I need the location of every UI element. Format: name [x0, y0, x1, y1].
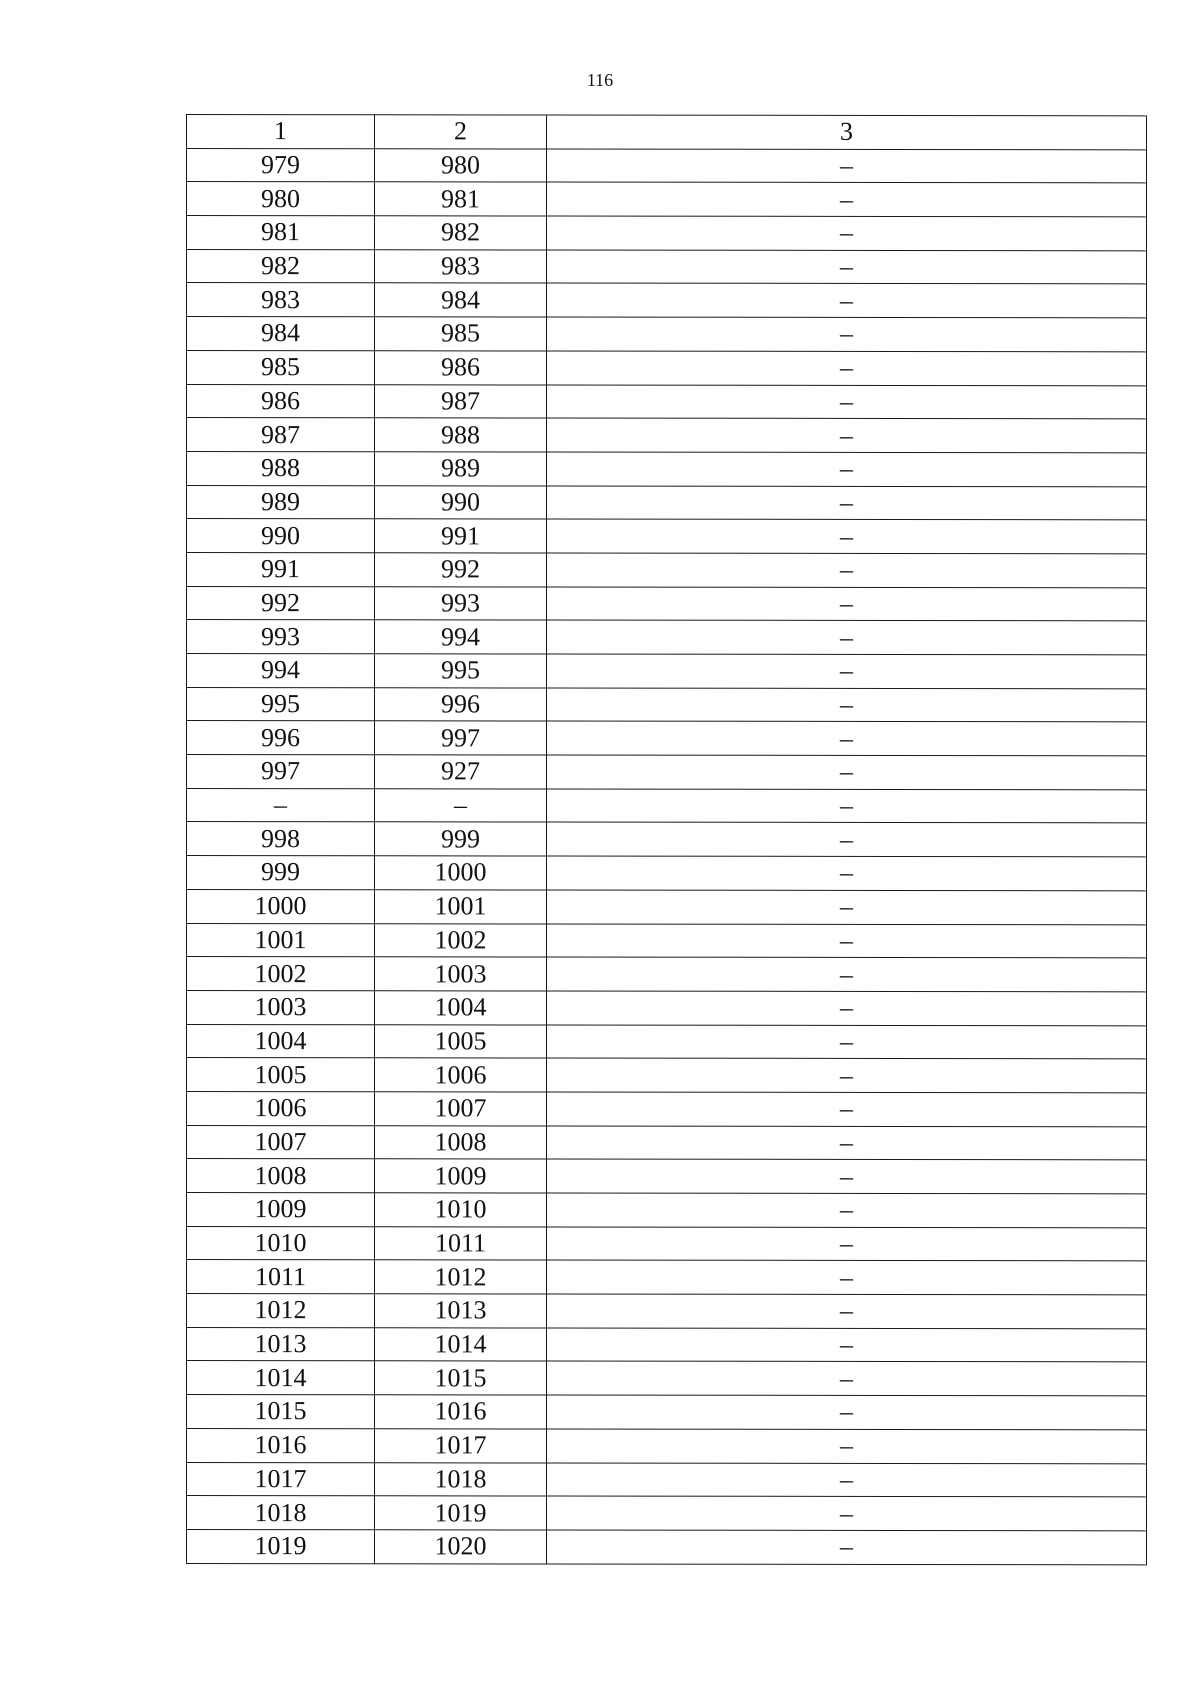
col-3-cell: – — [547, 890, 1147, 925]
col-1-cell: 999 — [187, 856, 375, 890]
col-1-cell: 1000 — [187, 889, 375, 923]
table-row — [187, 384, 1147, 419]
col-3-cell: – — [547, 1496, 1147, 1531]
table-row — [187, 1462, 1147, 1497]
header-cell-1: 1 — [187, 115, 375, 149]
page-number: 116 — [586, 70, 614, 90]
col-3-cell: – — [547, 688, 1147, 723]
col-1-cell: 996 — [187, 721, 375, 755]
col-3-cell: – — [547, 822, 1147, 857]
col-3-cell: – — [547, 1530, 1147, 1565]
col-1-cell: 1006 — [187, 1091, 375, 1125]
col-1-cell: 997 — [187, 755, 375, 789]
table-row — [187, 283, 1147, 318]
header-cell-2: 2 — [375, 115, 547, 149]
col-1-cell: 1019 — [187, 1529, 375, 1563]
col-3-cell: – — [547, 1227, 1147, 1262]
col-3-cell: – — [547, 1328, 1147, 1363]
col-1-cell: 1010 — [187, 1226, 375, 1260]
table-row — [187, 687, 1147, 722]
col-1-cell: 993 — [187, 620, 375, 654]
col-2-cell: 991 — [375, 519, 547, 553]
col-3-cell: – — [547, 755, 1147, 790]
table-row — [187, 216, 1147, 251]
table-row — [187, 1529, 1147, 1564]
col-1-cell: 991 — [187, 552, 375, 586]
col-1-cell: 981 — [187, 216, 375, 250]
table-row — [187, 1361, 1147, 1396]
col-3-cell: – — [547, 991, 1147, 1026]
col-2-cell: 994 — [375, 620, 547, 654]
table-row — [187, 182, 1147, 217]
col-1-cell: 988 — [187, 451, 375, 485]
col-2-cell: 1001 — [375, 890, 547, 924]
col-1-cell: 1018 — [187, 1496, 375, 1530]
table-row — [187, 1294, 1147, 1329]
col-2-cell: 995 — [375, 654, 547, 688]
col-2-cell: 982 — [375, 216, 547, 250]
col-3-cell: – — [547, 1395, 1147, 1430]
table-row — [187, 620, 1147, 655]
table-row — [187, 822, 1147, 857]
col-1-cell: 1008 — [187, 1159, 375, 1193]
table-row — [187, 249, 1147, 284]
col-3-cell: – — [547, 317, 1147, 352]
col-2-cell: 1011 — [375, 1226, 547, 1260]
col-3-cell: – — [547, 587, 1147, 622]
col-3-cell: – — [547, 1058, 1147, 1093]
table-row — [187, 1428, 1147, 1463]
col-2-cell: 1020 — [375, 1530, 547, 1564]
table-row — [187, 586, 1147, 621]
col-1-cell: 1012 — [187, 1294, 375, 1328]
col-2-cell: 1002 — [375, 923, 547, 957]
col-3-cell: – — [547, 1260, 1147, 1295]
table-row — [187, 721, 1147, 756]
col-3-cell: – — [547, 216, 1147, 251]
col-1-cell: 1001 — [187, 923, 375, 957]
table-row — [187, 317, 1147, 352]
col-2-cell: 988 — [375, 418, 547, 452]
col-2-cell: 980 — [375, 148, 547, 182]
table-row — [187, 856, 1147, 891]
col-3-cell: – — [547, 385, 1147, 420]
col-2-cell: 1003 — [375, 957, 547, 991]
col-2-cell: 1005 — [375, 1024, 547, 1058]
table-row — [187, 654, 1147, 689]
col-3-cell: – — [547, 452, 1147, 487]
table-row — [187, 1260, 1147, 1295]
col-3-cell: – — [547, 1126, 1147, 1161]
table-row — [187, 1058, 1147, 1093]
col-3-cell: – — [547, 1092, 1147, 1127]
col-3-cell: – — [547, 283, 1147, 318]
table-row — [187, 923, 1147, 958]
col-3-cell: – — [547, 553, 1147, 588]
table-row — [187, 1125, 1147, 1160]
table-row — [187, 755, 1147, 790]
col-1-cell: 982 — [187, 249, 375, 283]
col-2-cell: 999 — [375, 822, 547, 856]
col-1-cell: 1005 — [187, 1058, 375, 1092]
col-2-cell: 985 — [375, 317, 547, 351]
table-row — [187, 1193, 1147, 1228]
table-row — [187, 519, 1147, 554]
col-3-cell: – — [547, 418, 1147, 453]
col-3-cell: – — [547, 1294, 1147, 1329]
col-2-cell: 1012 — [375, 1260, 547, 1294]
col-2-cell: 989 — [375, 452, 547, 486]
col-3-cell: – — [547, 721, 1147, 756]
col-2-cell: 1009 — [375, 1159, 547, 1193]
col-2-cell: 1015 — [375, 1361, 547, 1395]
table-row — [187, 1395, 1147, 1430]
table-header-row — [187, 115, 1147, 150]
col-1-cell: – — [187, 788, 375, 822]
table-row — [187, 889, 1147, 924]
col-2-cell: 1006 — [375, 1058, 547, 1092]
table-row — [187, 418, 1147, 453]
table-row — [187, 1496, 1147, 1531]
table-row — [187, 788, 1147, 823]
data-table — [186, 114, 1147, 1565]
table-row — [187, 1327, 1147, 1362]
col-1-cell: 1016 — [187, 1428, 375, 1462]
col-1-cell: 986 — [187, 384, 375, 418]
col-3-cell: – — [547, 1429, 1147, 1464]
col-2-cell: 992 — [375, 553, 547, 587]
col-3-cell: – — [547, 1193, 1147, 1228]
col-2-cell: 987 — [375, 384, 547, 418]
col-1-cell: 1003 — [187, 990, 375, 1024]
col-2-cell: 990 — [375, 485, 547, 519]
col-3-cell: – — [547, 1361, 1147, 1396]
col-1-cell: 992 — [187, 586, 375, 620]
col-1-cell: 987 — [187, 418, 375, 452]
table-row — [187, 485, 1147, 520]
col-2-cell: 1017 — [375, 1429, 547, 1463]
col-1-cell: 989 — [187, 485, 375, 519]
col-1-cell: 983 — [187, 283, 375, 317]
col-2-cell: 984 — [375, 283, 547, 317]
col-3-cell: – — [547, 924, 1147, 959]
col-2-cell: 983 — [375, 250, 547, 284]
col-1-cell: 980 — [187, 182, 375, 216]
col-3-cell: – — [547, 182, 1147, 217]
col-2-cell: 1014 — [375, 1328, 547, 1362]
table-body — [187, 115, 1147, 1565]
col-2-cell: 927 — [375, 755, 547, 789]
col-3-cell: – — [547, 1463, 1147, 1498]
col-1-cell: 984 — [187, 317, 375, 351]
col-1-cell: 1004 — [187, 1024, 375, 1058]
table-row — [187, 350, 1147, 385]
col-2-cell: 981 — [375, 182, 547, 216]
table-row — [187, 552, 1147, 587]
table-row — [187, 990, 1147, 1025]
table-row — [187, 1159, 1147, 1194]
col-1-cell: 994 — [187, 654, 375, 688]
col-3-cell: – — [547, 149, 1147, 184]
col-3-cell: – — [547, 654, 1147, 689]
col-2-cell: 1019 — [375, 1496, 547, 1530]
col-2-cell: 986 — [375, 351, 547, 385]
col-2-cell: 1004 — [375, 991, 547, 1025]
col-2-cell: 1008 — [375, 1125, 547, 1159]
col-3-cell: – — [547, 620, 1147, 655]
table-row — [187, 957, 1147, 992]
col-3-cell: – — [547, 789, 1147, 824]
col-3-cell: – — [547, 957, 1147, 992]
col-1-cell: 995 — [187, 687, 375, 721]
col-1-cell: 979 — [187, 148, 375, 182]
col-3-cell: – — [547, 250, 1147, 285]
col-1-cell: 1009 — [187, 1193, 375, 1227]
col-1-cell: 1007 — [187, 1125, 375, 1159]
col-2-cell: 1013 — [375, 1294, 547, 1328]
col-2-cell: 996 — [375, 687, 547, 721]
col-2-cell: 1000 — [375, 856, 547, 890]
table-row — [187, 148, 1147, 183]
col-3-cell: – — [547, 351, 1147, 386]
col-3-cell: – — [547, 1159, 1147, 1194]
col-3-cell: – — [547, 519, 1147, 554]
table-row — [187, 1226, 1147, 1261]
col-1-cell: 1011 — [187, 1260, 375, 1294]
col-1-cell: 985 — [187, 350, 375, 384]
col-2-cell: 997 — [375, 721, 547, 755]
col-1-cell: 1013 — [187, 1327, 375, 1361]
col-3-cell: – — [547, 856, 1147, 891]
col-2-cell: 993 — [375, 586, 547, 620]
col-2-cell: 1007 — [375, 1092, 547, 1126]
col-2-cell: 1010 — [375, 1193, 547, 1227]
col-3-cell: – — [547, 486, 1147, 521]
col-1-cell: 1017 — [187, 1462, 375, 1496]
col-3-cell: – — [547, 1025, 1147, 1060]
col-1-cell: 1014 — [187, 1361, 375, 1395]
col-2-cell: 1018 — [375, 1462, 547, 1496]
col-1-cell: 1015 — [187, 1395, 375, 1429]
col-2-cell: 1016 — [375, 1395, 547, 1429]
table-row — [187, 1024, 1147, 1059]
col-1-cell: 1002 — [187, 957, 375, 991]
col-1-cell: 990 — [187, 519, 375, 553]
col-1-cell: 998 — [187, 822, 375, 856]
header-cell-3: 3 — [547, 115, 1147, 150]
table-row — [187, 1091, 1147, 1126]
table-row — [187, 451, 1147, 486]
col-2-cell: – — [375, 789, 547, 823]
